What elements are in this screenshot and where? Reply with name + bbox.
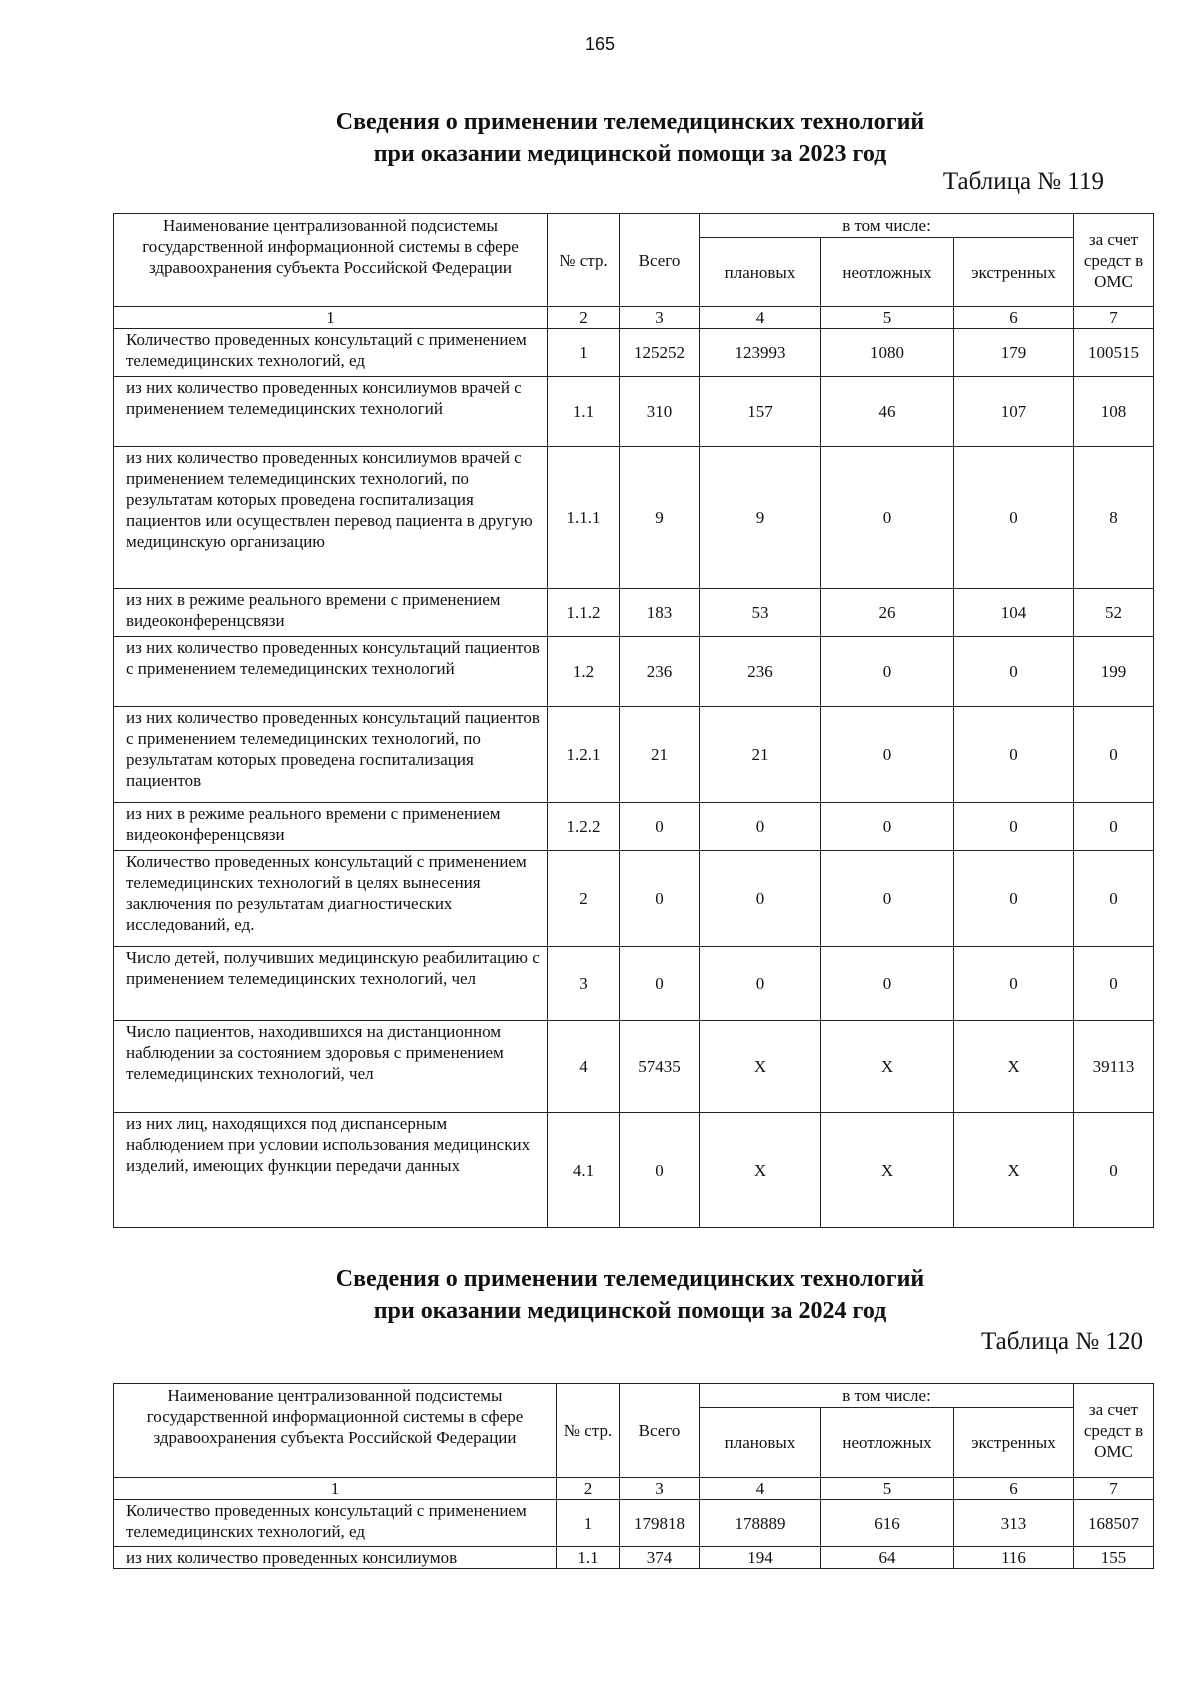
row-planned: 178889 (700, 1500, 821, 1547)
row-urgent: 616 (821, 1500, 954, 1547)
row-name: из них лиц, находящихся под диспансерным наблюдением при условии использования медицинских изделий, имеющих функции передачи данных (114, 1113, 548, 1228)
col-number: 1 (114, 1478, 557, 1500)
row-name: из них в режиме реального времени с применением видеоконференцсвязи (114, 803, 548, 851)
section1-table-label: Таблица № 119 (942, 168, 1104, 195)
row-name: из них в режиме реального времени с применением видеоконференцсвязи (114, 589, 548, 637)
row-planned: X (700, 1021, 821, 1113)
header-planned: плановых (700, 1408, 821, 1478)
table-row (114, 447, 1154, 589)
row-name: из них количество проведенных консилиумов (114, 1547, 557, 1569)
row-total: 183 (620, 589, 700, 637)
section1-title-line1: Сведения о применении телемедицинских технологий (335, 109, 925, 135)
col-number: 3 (620, 307, 700, 329)
table-row (114, 707, 1154, 803)
header-emergency: экстренных (954, 238, 1074, 307)
header-urgent: неотложных (821, 1408, 954, 1478)
col-number: 6 (954, 307, 1074, 329)
row-emergency: 116 (954, 1547, 1074, 1569)
row-name: Количество проведенных консультаций с применением телемедицинских технологий в целях вынесения заключения по результатам диагностических исследований, ед. (114, 851, 548, 947)
table-row (114, 1500, 1154, 1547)
header-total: Всего (620, 214, 700, 307)
row-planned: 236 (700, 637, 821, 707)
row-emergency: 104 (954, 589, 1074, 637)
row-oms: 0 (1074, 947, 1154, 1021)
row-oms: 52 (1074, 589, 1154, 637)
row-planned: 0 (700, 803, 821, 851)
section2-title-line2: при оказании медицинской помощи за 2024 год (373, 1298, 887, 1324)
row-total: 179818 (620, 1500, 700, 1547)
row-oms: 39113 (1074, 1021, 1154, 1113)
row-urgent: 0 (821, 851, 954, 947)
row-num: 3 (548, 947, 620, 1021)
header-planned: плановых (700, 238, 821, 307)
row-name: Число пациентов, находившихся на дистанционном наблюдении за состоянием здоровья с применением телемедицинских технологий, чел (114, 1021, 548, 1113)
row-oms: 0 (1074, 707, 1154, 803)
header-name: Наименование централизованной подсистемы государственной информационной системы в сфере здравоохранения субъекта Российской Федерации (114, 1384, 557, 1478)
row-num: 1.2 (548, 637, 620, 707)
row-emergency: X (954, 1113, 1074, 1228)
row-num: 1.1 (557, 1547, 620, 1569)
row-planned: 123993 (700, 329, 821, 377)
row-name: из них количество проведенных консилиумов врачей с применением телемедицинских технологий (114, 377, 548, 447)
row-total: 0 (620, 803, 700, 851)
header-name: Наименование централизованной подсистемы государственной информационной системы в сфере здравоохранения субъекта Российской Федерации (114, 214, 548, 307)
row-total: 0 (620, 851, 700, 947)
row-name: Число детей, получивших медицинскую реабилитацию с применением телемедицинских технологий, чел (114, 947, 548, 1021)
table-row (114, 947, 1154, 1021)
col-number: 2 (548, 307, 620, 329)
table-row (114, 329, 1154, 377)
row-num: 4.1 (548, 1113, 620, 1228)
row-urgent: 26 (821, 589, 954, 637)
header-oms: за счет средст в ОМС (1074, 214, 1154, 307)
section1-table (113, 213, 1154, 1228)
row-oms: 8 (1074, 447, 1154, 589)
row-emergency: 0 (954, 447, 1074, 589)
header-including: в том числе: (700, 1384, 1074, 1408)
row-total: 125252 (620, 329, 700, 377)
row-num: 1.2.2 (548, 803, 620, 851)
row-total: 0 (620, 947, 700, 1021)
header-total: Всего (620, 1384, 700, 1478)
table-row (114, 1547, 1154, 1569)
row-planned: 0 (700, 947, 821, 1021)
col-number: 7 (1074, 307, 1154, 329)
row-num: 1.1.1 (548, 447, 620, 589)
row-oms: 199 (1074, 637, 1154, 707)
row-num: 1.1 (548, 377, 620, 447)
row-num: 1.1.2 (548, 589, 620, 637)
row-total: 310 (620, 377, 700, 447)
col-number: 6 (954, 1478, 1074, 1500)
table-row (114, 637, 1154, 707)
row-total: 236 (620, 637, 700, 707)
row-planned: 21 (700, 707, 821, 803)
row-total: 0 (620, 1113, 700, 1228)
header-emergency: экстренных (954, 1408, 1074, 1478)
header-num: № стр. (557, 1384, 620, 1478)
section2-table-label: Таблица № 120 (980, 1328, 1143, 1355)
header-num: № стр. (548, 214, 620, 307)
row-emergency: 107 (954, 377, 1074, 447)
row-oms: 0 (1074, 803, 1154, 851)
row-emergency: 0 (954, 637, 1074, 707)
table-row (114, 589, 1154, 637)
col-number: 4 (700, 1478, 821, 1500)
page-number: 165 (584, 34, 616, 54)
row-emergency: 0 (954, 851, 1074, 947)
row-oms: 100515 (1074, 329, 1154, 377)
row-urgent: X (821, 1021, 954, 1113)
row-emergency: 179 (954, 329, 1074, 377)
row-planned: 53 (700, 589, 821, 637)
section2-table (113, 1383, 1154, 1569)
row-urgent: 0 (821, 803, 954, 851)
row-num: 1.2.1 (548, 707, 620, 803)
row-planned: 0 (700, 851, 821, 947)
header-including: в том числе: (700, 214, 1074, 238)
row-total: 9 (620, 447, 700, 589)
col-number: 7 (1074, 1478, 1154, 1500)
row-name: Количество проведенных консультаций с применением телемедицинских технологий, ед (114, 329, 548, 377)
table-row (114, 1021, 1154, 1113)
row-name: из них количество проведенных консультаций пациентов с применением телемедицинских технологий, по результатам которых проведена госпитализация пациентов (114, 707, 548, 803)
col-number: 5 (821, 1478, 954, 1500)
row-name: Количество проведенных консультаций с применением телемедицинских технологий, ед (114, 1500, 557, 1547)
row-urgent: 0 (821, 707, 954, 803)
row-urgent: 0 (821, 447, 954, 589)
row-oms: 0 (1074, 851, 1154, 947)
row-emergency: 0 (954, 803, 1074, 851)
row-emergency: 0 (954, 947, 1074, 1021)
row-num: 1 (548, 329, 620, 377)
table-row (114, 851, 1154, 947)
header-urgent: неотложных (821, 238, 954, 307)
row-oms: 0 (1074, 1113, 1154, 1228)
row-name: из них количество проведенных консилиумов врачей с применением телемедицинских технологий, по результатам которых проведена госпитализация пациентов или осуществлен перевод пациента в другую медицинскую организацию (114, 447, 548, 589)
row-num: 2 (548, 851, 620, 947)
row-planned: X (700, 1113, 821, 1228)
row-planned: 194 (700, 1547, 821, 1569)
row-oms: 108 (1074, 377, 1154, 447)
row-total: 374 (620, 1547, 700, 1569)
header-oms: за счет средст в ОМС (1074, 1384, 1154, 1478)
row-planned: 157 (700, 377, 821, 447)
row-urgent: 0 (821, 947, 954, 1021)
row-emergency: 0 (954, 707, 1074, 803)
row-urgent: X (821, 1113, 954, 1228)
row-num: 4 (548, 1021, 620, 1113)
row-emergency: 313 (954, 1500, 1074, 1547)
row-oms: 168507 (1074, 1500, 1154, 1547)
row-total: 57435 (620, 1021, 700, 1113)
table-row (114, 803, 1154, 851)
col-number: 3 (620, 1478, 700, 1500)
section1-title-line2: при оказании медицинской помощи за 2023 год (373, 141, 887, 167)
table-row (114, 377, 1154, 447)
row-urgent: 46 (821, 377, 954, 447)
section2-title-line1: Сведения о применении телемедицинских технологий (335, 1266, 925, 1292)
row-emergency: X (954, 1021, 1074, 1113)
row-name: из них количество проведенных консультаций пациентов с применением телемедицинских технологий (114, 637, 548, 707)
col-number: 5 (821, 307, 954, 329)
col-number: 2 (557, 1478, 620, 1500)
row-planned: 9 (700, 447, 821, 589)
row-num: 1 (557, 1500, 620, 1547)
row-total: 21 (620, 707, 700, 803)
table-row (114, 1113, 1154, 1228)
row-oms: 155 (1074, 1547, 1154, 1569)
col-number: 1 (114, 307, 548, 329)
row-urgent: 0 (821, 637, 954, 707)
col-number: 4 (700, 307, 821, 329)
row-urgent: 1080 (821, 329, 954, 377)
row-urgent: 64 (821, 1547, 954, 1569)
